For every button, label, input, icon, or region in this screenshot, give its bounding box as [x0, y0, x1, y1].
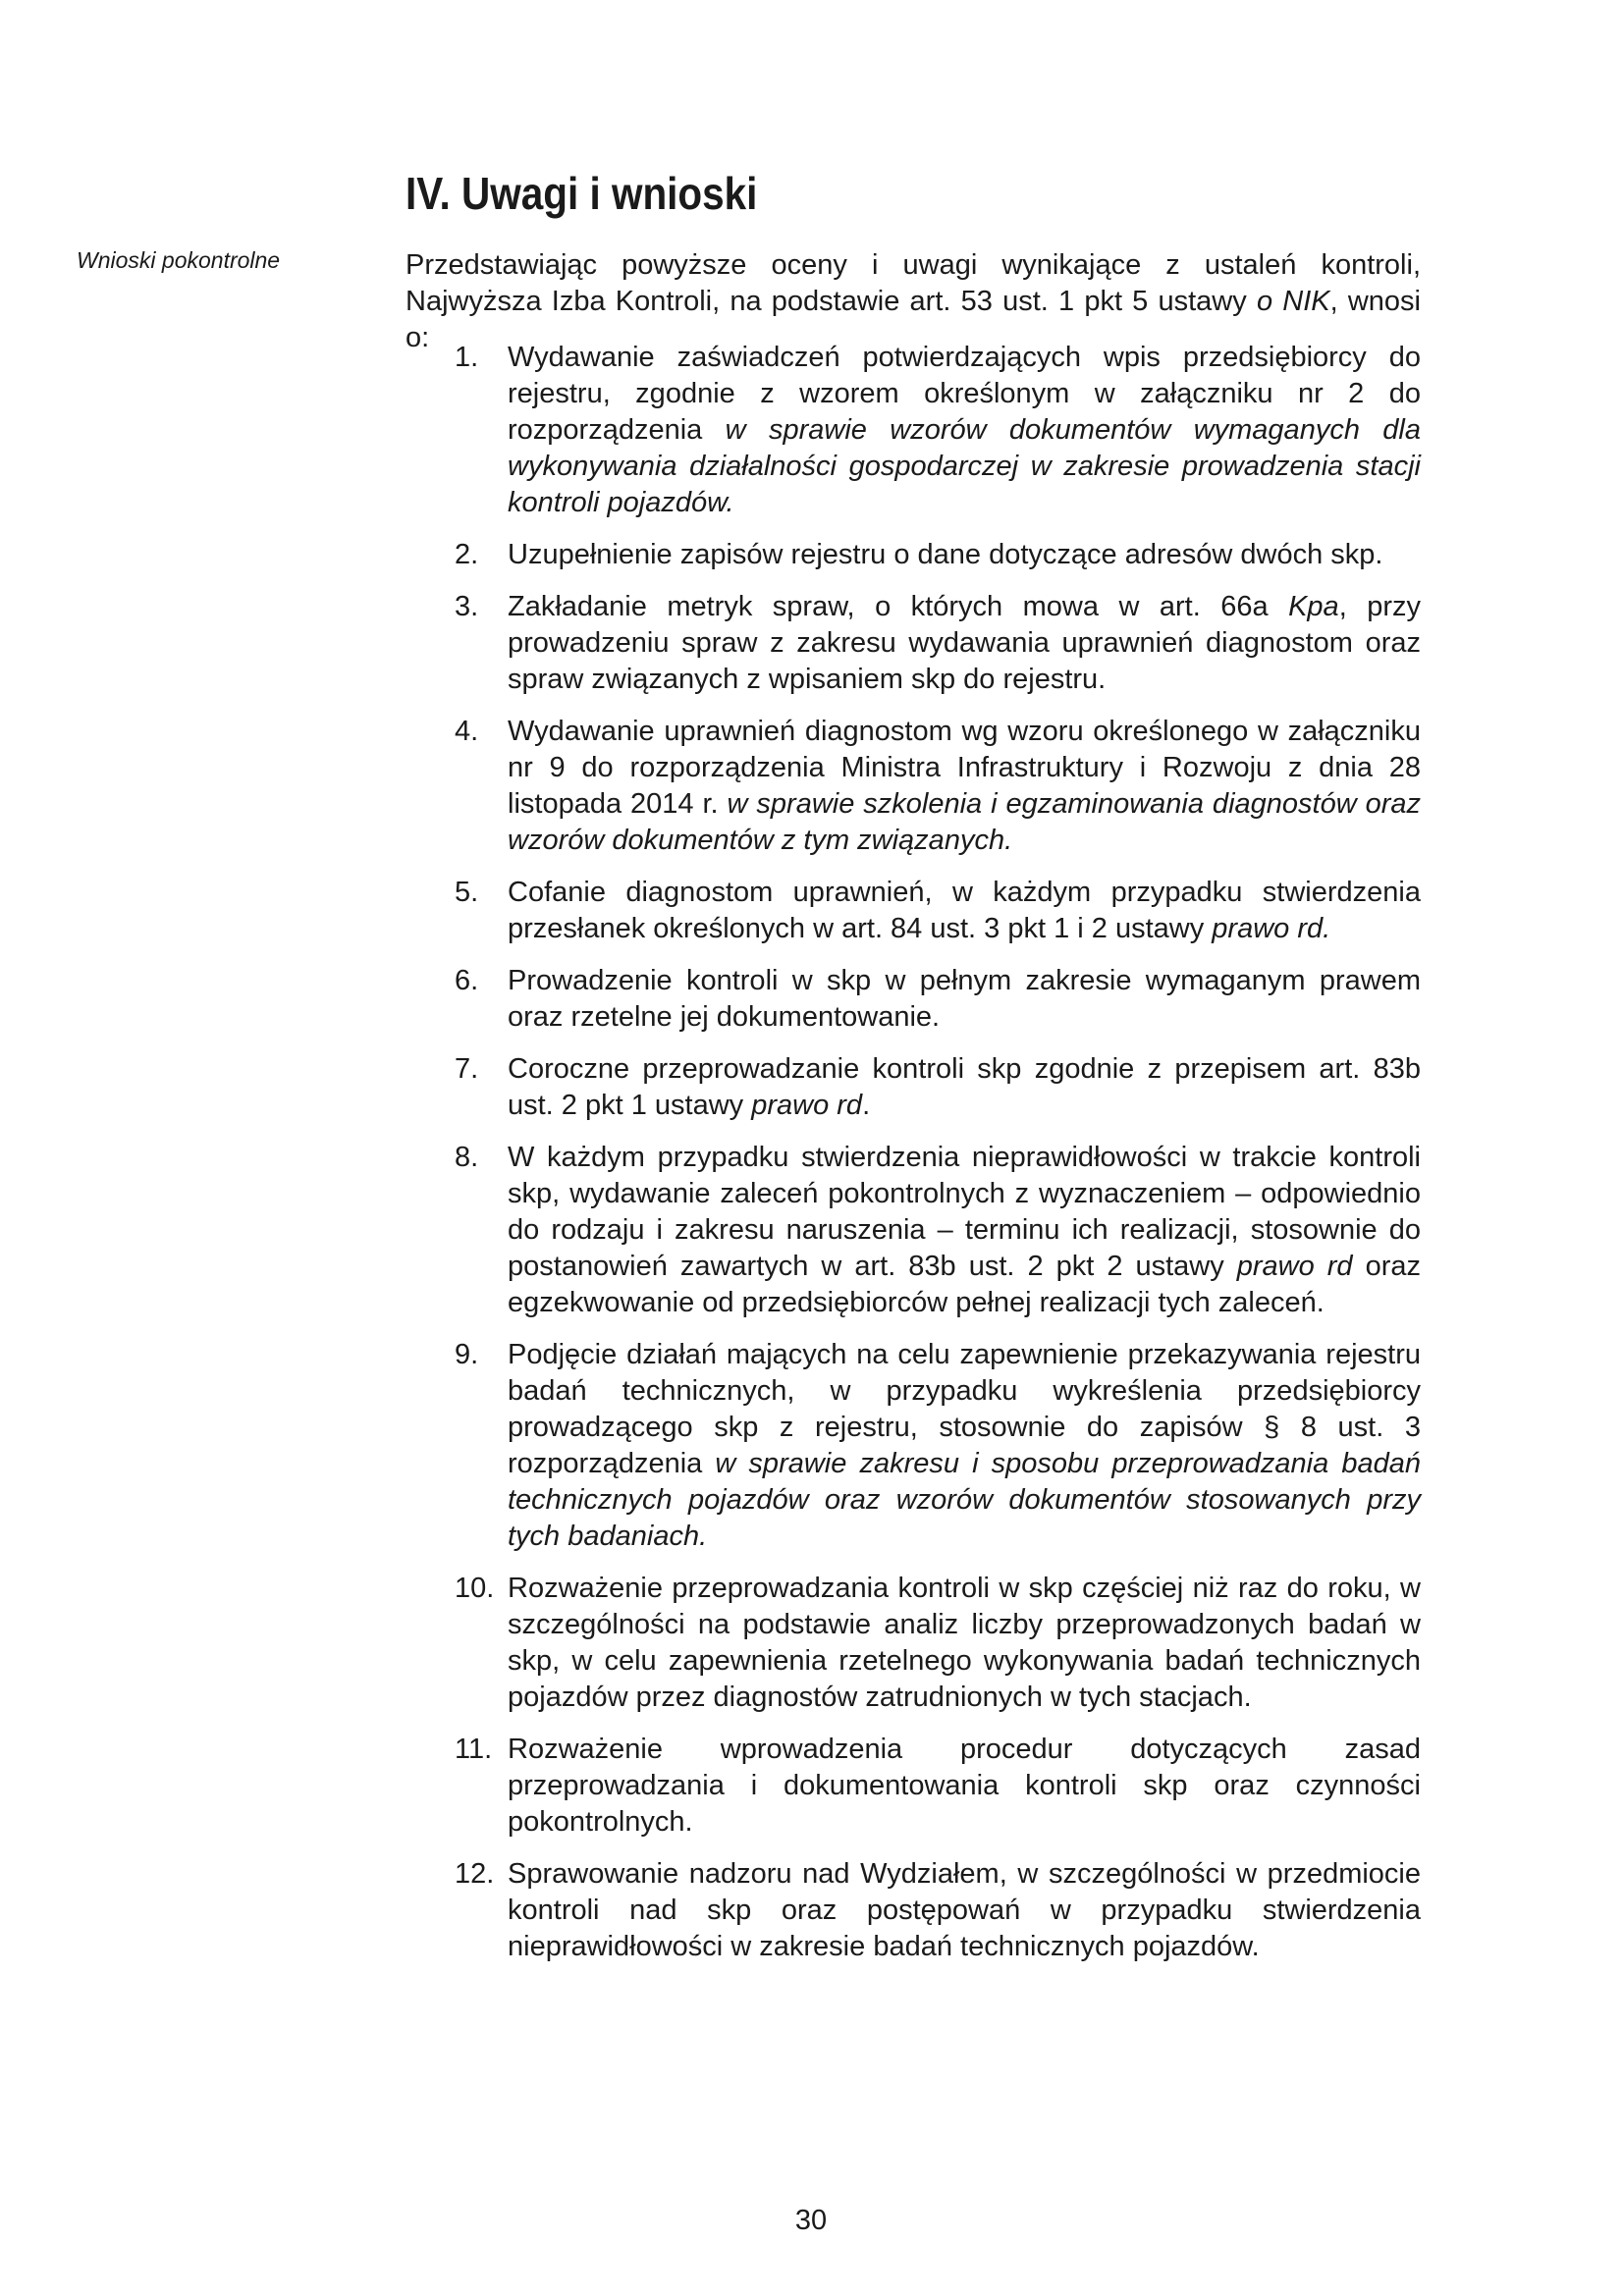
list-item-number: 11. — [455, 1734, 493, 1765]
text-run: , przy prowadzeniu spraw z zakresu wydawania uprawnień diagnostom oraz spraw związanych z wpisaniem skp do rejestru. — [508, 591, 1421, 695]
list-item — [406, 1140, 1421, 1321]
list-item — [406, 714, 1421, 859]
list-item — [406, 1732, 1421, 1841]
text-run: Sprawowanie nadzoru nad Wydziałem, w szczególności w przedmiocie kontroli nad skp oraz postępowań w przypadku stwierdzenia nieprawidłowości w zakresie badań technicznych pojazdów. — [508, 1858, 1421, 1962]
list-item-number: 6. — [455, 965, 479, 996]
list-item-number: 2. — [455, 539, 479, 570]
list-item — [406, 875, 1421, 947]
text-run: Rozważenie wprowadzenia procedur dotyczących zasad przeprowadzania i dokumentowania kontroli skp oraz czynności pokontrolnych. — [508, 1734, 1421, 1838]
margin-note: Wnioski pokontrolne — [77, 247, 281, 273]
text-run: W każdym przypadku stwierdzenia nieprawidłowości w trakcie kontroli skp, wydawanie zaleceń pokontrolnych z wyznaczeniem – odpowiednio do rodzaju i zakresu naruszenia – terminu ich realizacji, stosownie do postanowień zawartych w art. 83b ust. 2 pkt 2 ustawy — [508, 1142, 1421, 1282]
text-run: oraz egzekwowanie od przedsiębiorców pełnej realizacji tych zaleceń. — [508, 1251, 1421, 1318]
list-item — [406, 1856, 1421, 1965]
text-run: . — [862, 1090, 871, 1121]
list-item — [406, 537, 1421, 573]
italic-text-run: o NIK — [1256, 286, 1330, 317]
list-item-number: 3. — [455, 591, 479, 622]
list-item-number: 8. — [455, 1142, 479, 1173]
list-item — [406, 1337, 1421, 1555]
list-item-number: 4. — [455, 716, 479, 747]
text-run: , wnosi o: — [406, 286, 1421, 353]
list-item — [406, 1051, 1421, 1124]
text-run: Wydawanie uprawnień diagnostom wg wzoru określonego w załączniku nr 9 do rozporządzenia Ministra Infrastruktury i Rozwoju z dnia 28 listopada 2014 r. — [508, 716, 1421, 820]
text-run: Podjęcie działań mających na celu zapewnienie przekazywania rejestru badań technicznych, w przypadku wykreślenia przedsiębiorcy prowadzącego skp z rejestru, stosownie do zapisów § 8 ust. 3 rozporządzenia — [508, 1339, 1421, 1479]
list-item-number: 7. — [455, 1053, 479, 1085]
text-run: Prowadzenie kontroli w skp w pełnym zakresie wymaganym prawem oraz rzetelne jej dokumentowanie. — [508, 965, 1421, 1033]
list-item-number: 9. — [455, 1339, 479, 1370]
text-run: Rozważenie przeprowadzania kontroli w skp częściej niż raz do roku, w szczególności na podstawie analiz liczby przeprowadzonych badań w skp, w celu zapewnienia rzetelnego wykonywania badań technicznych pojazdów przez diagnostów zatrudnionych w tych stacjach. — [508, 1573, 1421, 1713]
list-item-number: 12. — [455, 1858, 495, 1890]
text-run: Wydawanie zaświadczeń potwierdzających wpis przedsiębiorcy do rejestru, zgodnie z wzorem określonym w załączniku nr 2 do rozporządzenia — [508, 342, 1421, 446]
text-run: Przedstawiając powyższe oceny i uwagi wynikające z ustaleń kontroli, Najwyższa Izba Kontroli, na podstawie art. 53 ust. 1 pkt 5 ustawy — [406, 249, 1421, 317]
list-item-number: 10. — [455, 1573, 495, 1604]
italic-text-run: prawo rd — [1236, 1251, 1353, 1282]
text-run: Zakładanie metryk spraw, o których mowa w art. 66a — [508, 591, 1289, 622]
list-item — [406, 963, 1421, 1036]
page-number: 30 — [794, 2205, 828, 2236]
italic-text-run: w sprawie wzorów dokumentów wymaganych dla wykonywania działalności gospodarczej w zakresie prowadzenia stacji kontroli pojazdów. — [508, 414, 1422, 518]
list-item — [406, 340, 1421, 521]
text-run: Cofanie diagnostom uprawnień, w każdym przypadku stwierdzenia przesłanek określonych w art. 84 ust. 3 pkt 1 i 2 ustawy — [508, 877, 1421, 944]
section-heading: IV. Uwagi i wnioski — [406, 168, 758, 219]
text-run: Uzupełnienie zapisów rejestru o dane dotyczące adresów dwóch skp. — [508, 539, 1383, 570]
italic-text-run: prawo rd — [751, 1090, 863, 1121]
list-item — [406, 1571, 1421, 1716]
list-item — [406, 589, 1421, 698]
italic-text-run: w sprawie szkolenia i egzaminowania diagnostów oraz wzorów dokumentów z tym związanych. — [508, 788, 1421, 856]
list-item-number: 1. — [455, 342, 479, 373]
italic-text-run: Kpa — [1288, 591, 1339, 622]
italic-text-run: prawo rd. — [1212, 913, 1331, 944]
list-item-number: 5. — [455, 877, 479, 908]
text-run: Coroczne przeprowadzanie kontroli skp zgodnie z przepisem art. 83b ust. 2 pkt 1 ustawy — [508, 1053, 1421, 1121]
italic-text-run: w sprawie zakresu i sposobu przeprowadzania badań technicznych pojazdów oraz wzorów dokumentów stosowanych przy tych badaniach. — [508, 1448, 1421, 1552]
recommendations-list — [406, 340, 1421, 1981]
